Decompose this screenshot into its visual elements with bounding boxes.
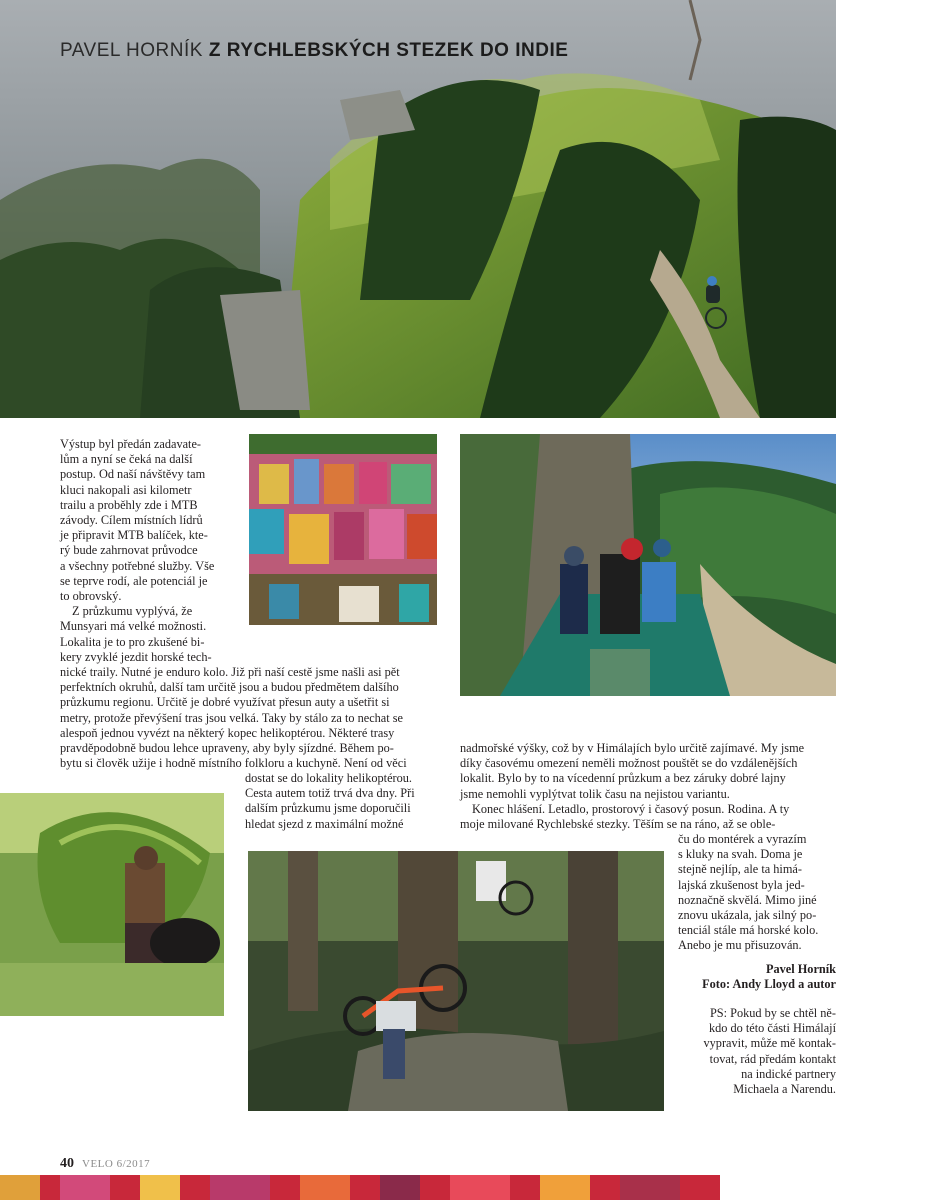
text-line: moje milované Rychlebské stezky. Těším se na ráno, až se oble-: [460, 817, 776, 832]
text-line: jsme nemohli vyplýtvat tolik času na nejistou variantu.: [460, 786, 730, 801]
text-line: Cesta autem totiž trvá dva dny. Při: [245, 786, 415, 801]
text-line: Lokalita je to pro zkušené bi-: [60, 634, 205, 649]
text-line: ču do montérek a vyrazím: [678, 832, 807, 846]
article-signature: [660, 962, 836, 992]
text-line: dostat se do lokality helikoptérou.: [245, 771, 413, 785]
hero-photo-mountain-trail: [0, 0, 836, 418]
text-line: Konec hlášení. Letadlo, prostorový i časový posun. Rodina. A ty: [472, 801, 790, 816]
text-line: rý bude zahrnovat průvodce: [60, 543, 198, 558]
text-line: perfektních okruhů, další tam určitě jsou a budou předmětem dalšího: [60, 680, 399, 695]
text-line: na indické partnery: [741, 1066, 836, 1081]
text-line: nadmořské výšky, což by v Himálajích bylo určitě zajímavé. My jsme: [460, 741, 805, 755]
text-line: Munsyari má velké možnosti.: [60, 619, 207, 634]
text-line: to obrovský.: [60, 589, 122, 604]
text-line: hledat sjezd z maximální možné: [245, 816, 404, 831]
text-line: kluci nakopali asi kilometr: [60, 482, 192, 497]
text-line: nické traily. Nutné je enduro kolo. Již při naší cestě jsme našli asi pět: [60, 665, 400, 679]
text-line: a všechny potřebné služby. Vše: [60, 558, 215, 573]
text-line: PS: Pokud by se chtěl ně-: [709, 1006, 836, 1020]
article-column-1: [60, 437, 238, 665]
text-line: bytu si člověk užije i hodně místního folkloru a kuchyně. Není od věci: [60, 756, 407, 771]
page-folio: [60, 1154, 150, 1172]
article-column-4: [678, 832, 836, 954]
article-ps: [660, 1006, 836, 1097]
text-line: noznačně skvělá. Mimo jiné: [678, 892, 817, 907]
text-line: lům a nyní se čeká na další: [60, 452, 193, 467]
text-line: tenciál stále má horské kolo.: [678, 923, 819, 938]
page-number: 40: [60, 1156, 74, 1171]
text-line: Výstup byl předán zadavate-: [60, 437, 202, 451]
text-line: Michaela a Narendu.: [733, 1082, 836, 1097]
article-wide-text: [60, 665, 440, 771]
photo-crowd-of-women: [249, 434, 437, 625]
issue-label: VELO 6/2017: [82, 1158, 151, 1170]
text-line: kdo do této části Himálají: [708, 1021, 836, 1036]
text-line: alespoň jednou vyvézt na některý kopec helikoptérou. Některé trasy: [60, 725, 395, 740]
text-line: znovu ukázala, jak silný po-: [678, 908, 817, 923]
article-column-3: [460, 741, 836, 832]
text-line: lokalit. Bylo by to na vícedenní průzkum a bez záruky dobré lajny: [460, 771, 786, 786]
text-line: dalším průzkumu jsme doporučili: [245, 801, 411, 816]
text-line: s kluky na svah. Doma je: [678, 847, 803, 862]
text-line: je připravit MTB balíček, kte-: [60, 528, 208, 543]
text-line: pravděpodobně budou lehce upraveny, aby byly sjízdné. Během po-: [60, 741, 394, 756]
photo-woman-carrying-grass: [0, 793, 224, 1016]
text-line: závody. Cílem místních lídrů: [60, 513, 203, 528]
signature-photo-credit: Foto: Andy Lloyd a autor: [702, 977, 836, 992]
text-line: tovat, rád předám kontakt: [709, 1051, 836, 1066]
text-line: průzkumu regionu. Určitě je dobré využívat přesun auty a ušetřit si: [60, 695, 390, 710]
text-line: lajská zkušenost byla jed-: [678, 877, 805, 892]
text-line: metry, protože převýšení tras jsou velká. Taky by stálo za to nechat se: [60, 710, 404, 725]
text-line: postup. Od naší návštěvy tam: [60, 467, 206, 482]
article-headline: [60, 40, 568, 62]
article-column-2: [245, 771, 440, 832]
headline-author: PAVEL HORNÍK: [60, 40, 203, 61]
photo-riders-on-truck: [460, 434, 836, 696]
text-line: Anebo je mu přisuzován.: [678, 938, 802, 953]
text-line: díky časovému omezení neměli možnost pouštět se do vzdálenějších: [460, 756, 798, 771]
text-line: stejně nejlíp, ale ta himá-: [678, 862, 802, 877]
text-line: vypravit, může mě kontak-: [703, 1036, 836, 1051]
text-line: Z průzkumu vyplývá, že: [72, 604, 193, 619]
text-line: se teprve rodí, ale potenciál je: [60, 573, 208, 588]
text-line: trailu a proběhly zde i MTB: [60, 497, 198, 512]
photo-rider-carrying-bike-in-forest: [248, 851, 664, 1111]
signature-author: Pavel Horník: [765, 962, 836, 976]
bottom-photo-strip: [0, 1175, 720, 1200]
headline-title: Z RYCHLEBSKÝCH STEZEK DO INDIE: [208, 40, 569, 61]
text-line: kery zvyklé jezdit horské tech-: [60, 649, 212, 664]
